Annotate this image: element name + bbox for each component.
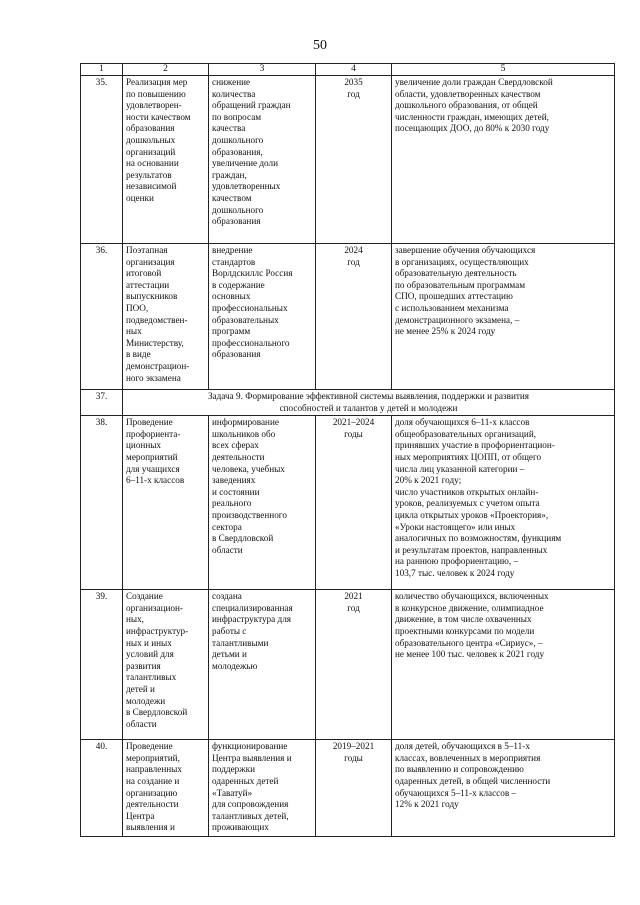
- measure-name-line: выпускников: [126, 291, 178, 302]
- expected-result-line: дошкольного: [212, 204, 264, 215]
- expected-result-line: в содержание: [212, 279, 265, 290]
- target-indicator-line: проектными конкурсами по модели: [395, 625, 535, 636]
- target-indicator-line: «Уроки настоящего» или иных: [395, 521, 516, 532]
- row-number: 35.: [81, 76, 123, 244]
- target-indicator: [392, 244, 615, 390]
- expected-result-line: образования: [212, 349, 261, 360]
- measure-name-line: образования: [126, 123, 175, 134]
- target-indicator-line: доля обучающихся 6–11-х классов: [395, 417, 530, 428]
- table-row: [81, 590, 615, 740]
- expected-result-line: талантливых детей,: [212, 810, 289, 821]
- table-row: [81, 244, 615, 390]
- task-heading-line: способностей и талантов у детей и молодежи: [279, 402, 458, 413]
- expected-result-line: качеством: [212, 192, 252, 203]
- expected-result-line: функционирование: [212, 741, 288, 752]
- measure-name-line: Реализация мер: [126, 77, 188, 87]
- measure-name-line: по повышению: [126, 88, 186, 99]
- measure-name-line: ных: [126, 326, 142, 337]
- expected-result-line: для сопровождения: [212, 799, 289, 810]
- measure-name-line: на создание и: [126, 775, 180, 786]
- column-number: 2: [123, 64, 209, 76]
- measure-name-line: детей и: [126, 683, 155, 694]
- measure-name-line: Проведение: [126, 741, 173, 752]
- target-indicator-line: 12% к 2021 году: [395, 799, 459, 810]
- target-indicator-line: с использованием механизма: [395, 302, 509, 313]
- measure-name-line: дошкольных: [126, 134, 176, 145]
- measure-name-line: выявления и: [126, 822, 175, 833]
- deadline: [316, 76, 392, 244]
- deadline-line: 2024: [344, 245, 363, 255]
- measure-name-line: Центра: [126, 810, 155, 821]
- expected-result-line: профессиональных: [212, 302, 288, 313]
- measure-name-line: 6–11-х классов: [126, 475, 185, 486]
- task-heading: [123, 390, 615, 416]
- measure-name-line: ционных: [126, 440, 162, 451]
- expected-result-line: сектора: [212, 521, 242, 532]
- column-number: 5: [392, 64, 615, 76]
- row-number: 39.: [81, 590, 123, 740]
- expected-result-line: специализированная: [212, 602, 293, 613]
- deadline-line: год: [347, 88, 360, 99]
- measure-name-line: ПОО,: [126, 302, 149, 313]
- measure-name-line: независимой: [126, 181, 177, 192]
- expected-result-line: внедрение: [212, 245, 253, 255]
- deadline-line: 2021: [344, 591, 363, 602]
- expected-result-line: школьников обо: [212, 428, 276, 439]
- target-indicator-line: в конкурсное движение, олимпиадное: [395, 602, 544, 613]
- expected-result: [209, 416, 316, 590]
- expected-result-line: и состоянии: [212, 486, 260, 497]
- target-indicator-line: завершение обучения обучающихся: [395, 245, 536, 255]
- measure-name: [123, 76, 209, 244]
- target-indicator-line: образовательного центра «Сириус», –: [395, 637, 543, 648]
- target-indicator-line: обучающихся 5–11-х классов –: [395, 787, 517, 798]
- expected-result-line: удовлетворенных: [212, 181, 281, 192]
- expected-result-line: обращений граждан: [212, 100, 291, 111]
- measure-name-line: организацию: [126, 787, 178, 798]
- measures-table: [80, 63, 615, 837]
- page-number: 50: [313, 38, 327, 53]
- measure-name-line: организацион-: [126, 602, 183, 613]
- row-number: 38.: [81, 416, 123, 590]
- expected-result-line: профессионального: [212, 337, 290, 348]
- expected-result-line: заведениях: [212, 475, 256, 486]
- expected-result-line: образовательных: [212, 314, 279, 325]
- measure-name: [123, 590, 209, 740]
- target-indicator: [392, 740, 615, 837]
- measure-name-line: итоговой: [126, 268, 162, 279]
- expected-result-line: инфраструктура для: [212, 614, 292, 625]
- column-number-row: [81, 64, 615, 76]
- measure-name-line: удовлетворен-: [126, 100, 182, 111]
- target-indicator-line: дошкольного образования, от общей: [395, 100, 538, 111]
- target-indicator-line: по выявлению и сопровождению: [395, 764, 524, 775]
- expected-result-line: образования,: [212, 146, 263, 157]
- target-indicator-line: число участников открытых онлайн-: [395, 486, 539, 497]
- measure-name-line: Министерству,: [126, 337, 184, 348]
- table-row: [81, 740, 615, 837]
- expected-result-line: качества: [212, 123, 246, 134]
- expected-result-line: одаренных детей: [212, 775, 279, 786]
- task-heading-line: Задача 9. Формирование эффективной системы выявления, поддержки и развития: [207, 391, 530, 401]
- expected-result-line: области: [212, 544, 243, 555]
- expected-result-line: детьми и: [212, 649, 247, 660]
- expected-result-line: реального: [212, 498, 252, 509]
- deadline: [316, 416, 392, 590]
- expected-result-line: производственного: [212, 509, 287, 520]
- expected-result-line: стандартов: [212, 256, 256, 267]
- expected-result-line: граждан,: [212, 169, 247, 180]
- measure-name: [123, 244, 209, 390]
- expected-result-line: всех сферах: [212, 440, 259, 451]
- deadline-line: год: [347, 602, 360, 613]
- measure-name-line: Создание: [126, 591, 163, 602]
- expected-result-line: поддержки: [212, 764, 255, 775]
- target-indicator-line: цикла открытых уроков «Проектория»,: [395, 509, 549, 520]
- measure-name-line: подведомствен-: [126, 314, 188, 325]
- deadline: [316, 590, 392, 740]
- target-indicator: [392, 76, 615, 244]
- measure-name-line: условий для: [126, 649, 174, 660]
- expected-result-line: «Таватуй»: [212, 787, 253, 798]
- deadline-line: 2035: [344, 77, 363, 87]
- measure-name-line: в виде: [126, 349, 151, 360]
- expected-result-line: количества: [212, 88, 256, 99]
- measure-name-line: для учащихся: [126, 463, 180, 474]
- target-indicator-line: области, удовлетворенных качеством: [395, 88, 541, 99]
- target-indicator-line: аналогичных по возможностям, функциям: [395, 533, 562, 544]
- deadline-line: годы: [344, 752, 363, 763]
- target-indicator-line: принявших участие в профориентацион-: [395, 440, 555, 451]
- table-row: [81, 76, 615, 244]
- target-indicator-line: на раннюю профориентацию, –: [395, 556, 519, 567]
- measure-name-line: инфраструктур-: [126, 625, 189, 636]
- target-indicator-line: 103,7 тыс. человек к 2024 году: [395, 567, 515, 578]
- expected-result-line: основных: [212, 291, 251, 302]
- expected-result-line: снижение: [212, 77, 251, 87]
- measure-name-line: ного экзамена: [126, 372, 181, 383]
- target-indicator-line: в организациях, осуществляющих: [395, 256, 529, 267]
- expected-result-line: в Свердловской: [212, 533, 274, 544]
- measure-name-line: результатов: [126, 169, 172, 180]
- deadline-line: годы: [344, 428, 363, 439]
- target-indicator-line: уроков, реализуемых с учетом опыта: [395, 498, 540, 509]
- measure-name-line: Проведение: [126, 417, 173, 428]
- target-indicator-line: численности граждан, имеющих детей,: [395, 111, 549, 122]
- column-number: 3: [209, 64, 316, 76]
- measure-name-line: талантливых: [126, 672, 177, 683]
- target-indicator: [392, 590, 615, 740]
- expected-result: [209, 244, 316, 390]
- measure-name-line: аттестации: [126, 279, 170, 290]
- target-indicator-line: ных мероприятиях ЦОПП, от общего: [395, 451, 542, 462]
- target-indicator-line: посещающих ДОО, до 80% к 2030 году: [395, 123, 550, 134]
- column-number: 1: [81, 64, 123, 76]
- target-indicator-line: количество обучающихся, включенных: [395, 591, 549, 602]
- measure-name-line: ных и иных: [126, 637, 172, 648]
- target-indicator-line: не менее 100 тыс. человек к 2021 году: [395, 649, 545, 660]
- expected-result-line: создана: [212, 591, 242, 602]
- expected-result: [209, 76, 316, 244]
- measure-name-line: на основании: [126, 158, 179, 169]
- measure-name-line: направленных: [126, 764, 182, 775]
- target-indicator-line: образовательную деятельность: [395, 268, 517, 279]
- row-number: 37.: [81, 390, 123, 416]
- target-indicator-line: увеличение доли граждан Свердловской: [395, 77, 553, 87]
- target-indicator-line: СПО, прошедших аттестацию: [395, 291, 513, 302]
- expected-result: [209, 740, 316, 837]
- measure-name-line: Поэтапная: [126, 245, 168, 255]
- measure-name-line: демонстрацион-: [126, 360, 190, 371]
- measure-name-line: развития: [126, 660, 161, 671]
- measure-name-line: в Свердловской: [126, 707, 188, 718]
- target-indicator-line: движение, в том числе охваченных: [395, 614, 532, 625]
- expected-result-line: человека, учебных: [212, 463, 285, 474]
- measure-name-line: ности качеством: [126, 111, 191, 122]
- target-indicator-line: 20% к 2021 году;: [395, 475, 462, 486]
- expected-result-line: дошкольного: [212, 134, 264, 145]
- task-row: [81, 390, 615, 416]
- measure-name-line: деятельности: [126, 799, 179, 810]
- measure-name-line: ных,: [126, 614, 144, 625]
- expected-result-line: образования: [212, 216, 261, 227]
- column-number: 4: [316, 64, 392, 76]
- expected-result-line: Центра выявления и: [212, 752, 292, 763]
- measure-name: [123, 740, 209, 837]
- expected-result-line: Ворлдскиллс Россия: [212, 268, 293, 279]
- target-indicator: [392, 416, 615, 590]
- row-number: 36.: [81, 244, 123, 390]
- expected-result-line: увеличение доли: [212, 158, 279, 169]
- expected-result-line: проживающих: [212, 822, 269, 833]
- expected-result-line: деятельности: [212, 451, 265, 462]
- target-indicator-line: и результатам проектов, направленных: [395, 544, 548, 555]
- target-indicator-line: одаренных детей, в общей численности: [395, 775, 551, 786]
- deadline-line: год: [347, 256, 360, 267]
- row-number: 40.: [81, 740, 123, 837]
- table-row: [81, 416, 615, 590]
- expected-result-line: талантливыми: [212, 637, 269, 648]
- target-indicator-line: по образовательным программам: [395, 279, 526, 290]
- measure-name-line: области: [126, 718, 157, 729]
- target-indicator-line: общеобразовательных организаций,: [395, 428, 537, 439]
- deadline-line: 2019–2021: [332, 741, 375, 752]
- deadline: [316, 740, 392, 837]
- target-indicator-line: числа лиц указанной категории –: [395, 463, 525, 474]
- measure-name: [123, 416, 209, 590]
- target-indicator-line: классах, вовлеченных в мероприятия: [395, 752, 541, 763]
- expected-result-line: программ: [212, 326, 251, 337]
- measure-name-line: мероприятий,: [126, 752, 180, 763]
- measure-name-line: профориента-: [126, 428, 181, 439]
- deadline-line: 2021–2024: [332, 417, 375, 428]
- expected-result-line: молодежью: [212, 660, 258, 671]
- expected-result-line: информирование: [212, 417, 279, 428]
- expected-result-line: работы с: [212, 625, 247, 636]
- measure-name-line: организаций: [126, 146, 176, 157]
- deadline: [316, 244, 392, 390]
- target-indicator-line: не менее 25% к 2024 году: [395, 326, 496, 337]
- expected-result: [209, 590, 316, 740]
- expected-result-line: по вопросам: [212, 111, 262, 122]
- measure-name-line: организация: [126, 256, 175, 267]
- target-indicator-line: доля детей, обучающихся в 5–11-х: [395, 741, 530, 752]
- measure-name-line: мероприятий: [126, 451, 178, 462]
- measure-name-line: молодежи: [126, 695, 166, 706]
- target-indicator-line: демонстрационного экзамена, –: [395, 314, 520, 325]
- measure-name-line: оценки: [126, 192, 154, 203]
